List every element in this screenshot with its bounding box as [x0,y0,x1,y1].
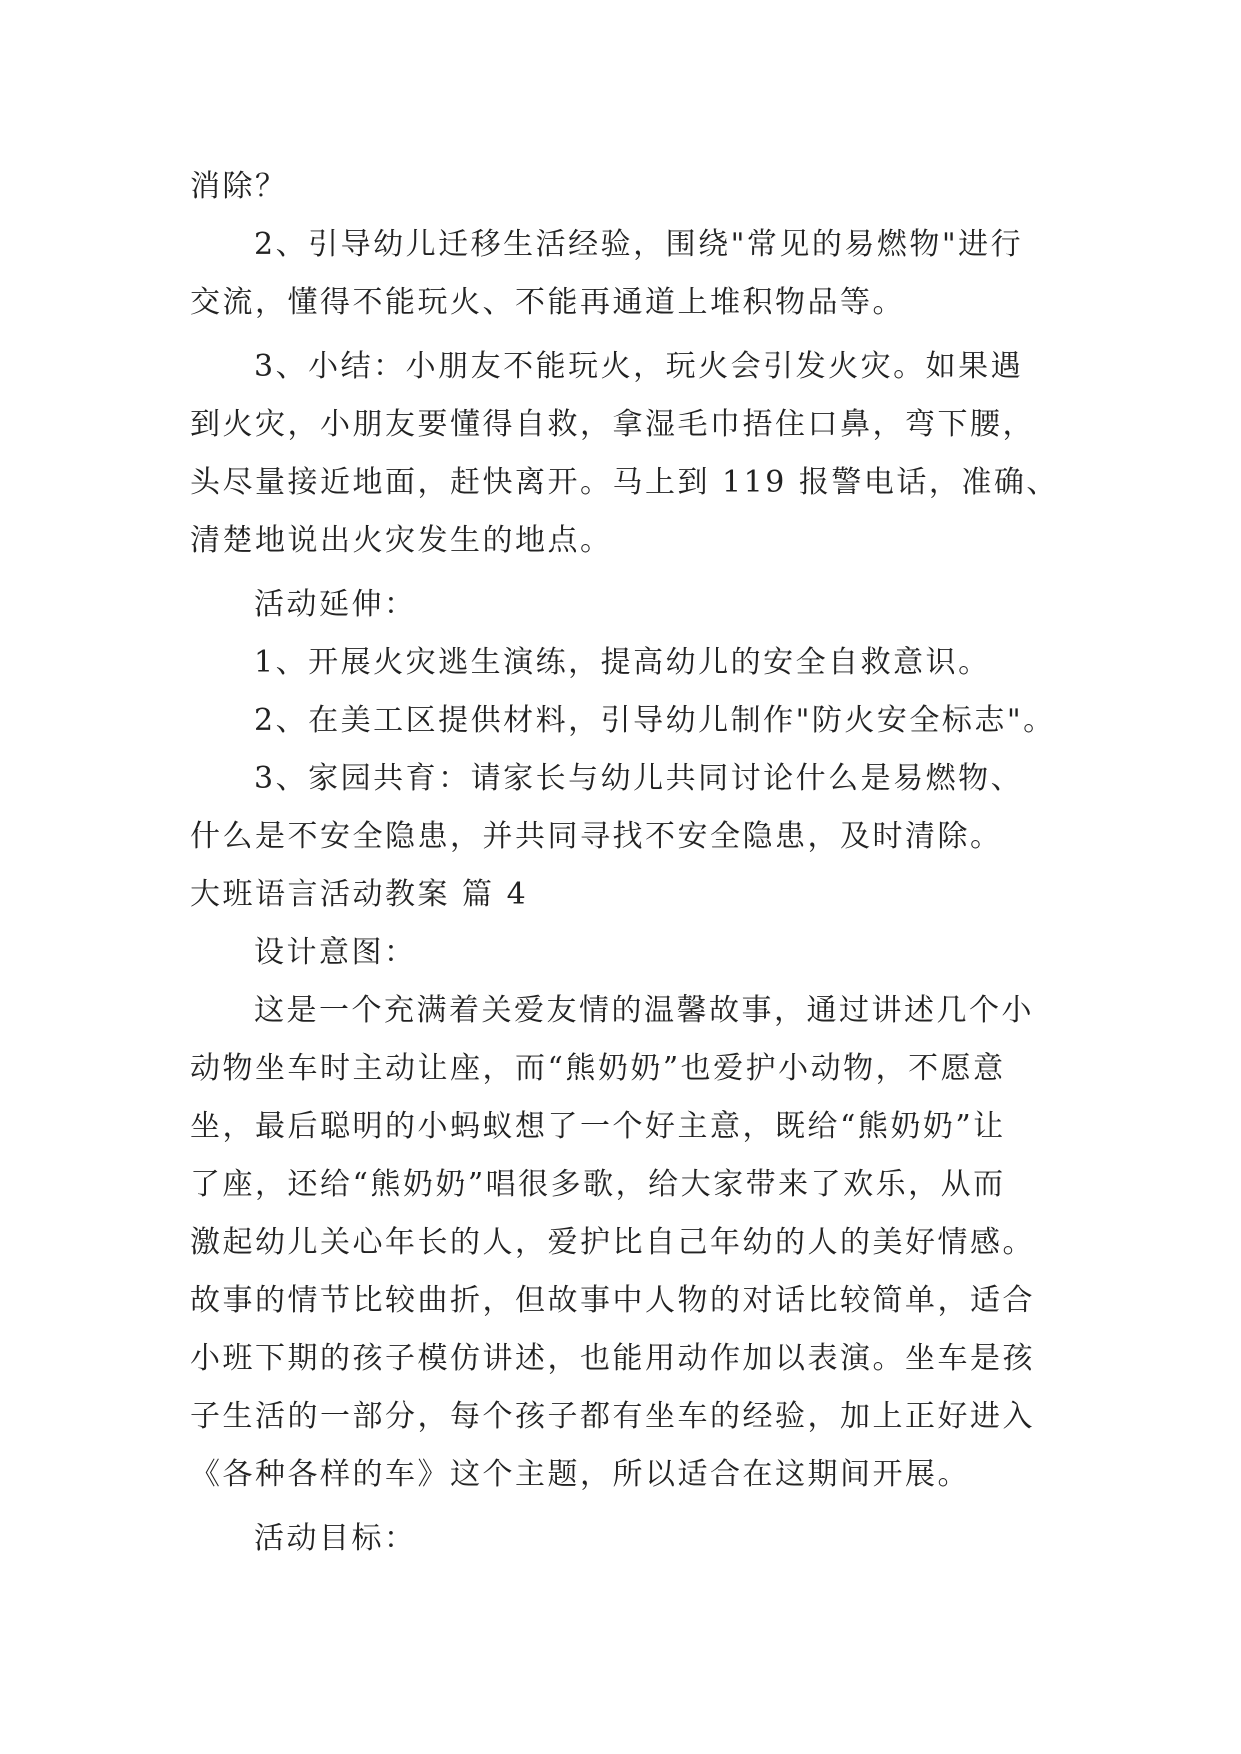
text-line: 3、家园共育：请家长与幼儿共同讨论什么是易燃物、 [254,761,1024,796]
text-line: 清楚地说出火灾发生的地点。 [190,523,613,558]
document-body [190,158,1060,1568]
text-line: 交流，懂得不能玩火、不能再通道上堆积物品等。 [190,285,905,320]
article-heading: 大班语言活动教案 篇 4 [190,877,529,912]
text-line: 动物坐车时主动让座，而“熊奶奶”也爱护小动物，不愿意 [190,1051,1006,1086]
text-line: 激起幼儿关心年长的人，爱护比自己年幼的人的美好情感。 [190,1225,1035,1260]
text-line: 这是一个充满着关爱友情的温馨故事，通过讲述几个小 [254,993,1034,1028]
section-heading-design-intent: 设计意图： [254,935,417,970]
text-line: 头尽量接近地面，赶快离开。马上到 119 报警电话，准确、 [190,465,1059,500]
text-line: 小班下期的孩子模仿讲述，也能用动作加以表演。坐车是孩 [190,1341,1035,1376]
text-line: 了座，还给“熊奶奶”唱很多歌，给大家带来了欢乐，从而 [190,1167,1006,1202]
text-line: 坐，最后聪明的小蚂蚁想了一个好主意，既给“熊奶奶”让 [190,1109,1006,1144]
text-line: 什么是不安全隐患，并共同寻找不安全隐患，及时清除。 [190,819,1003,854]
text-line: 故事的情节比较曲折，但故事中人物的对话比较简单，适合 [190,1283,1035,1318]
text-line: 2、引导幼儿迁移生活经验，围绕"常见的易燃物"进行 [254,227,1024,262]
text-line: 到火灾，小朋友要懂得自救，拿湿毛巾捂住口鼻，弯下腰， [190,407,1035,442]
text-line: 3、小结：小朋友不能玩火，玩火会引发火灾。如果遇 [254,349,1024,384]
section-heading-activity-goals: 活动目标： [254,1521,417,1556]
text-line: 子生活的一部分，每个孩子都有坐车的经验，加上正好进入 [190,1399,1035,1434]
text-line: 《各种各样的车》这个主题，所以适合在这期间开展。 [190,1457,970,1492]
text-line: 2、在美工区提供材料，引导幼儿制作"防火安全标志"。 [254,703,1056,738]
text-line: 1、开展火灾逃生演练，提高幼儿的安全自救意识。 [254,645,991,680]
text-line: 消除？ [190,169,288,204]
section-heading-activity-extension: 活动延伸： [254,587,417,622]
